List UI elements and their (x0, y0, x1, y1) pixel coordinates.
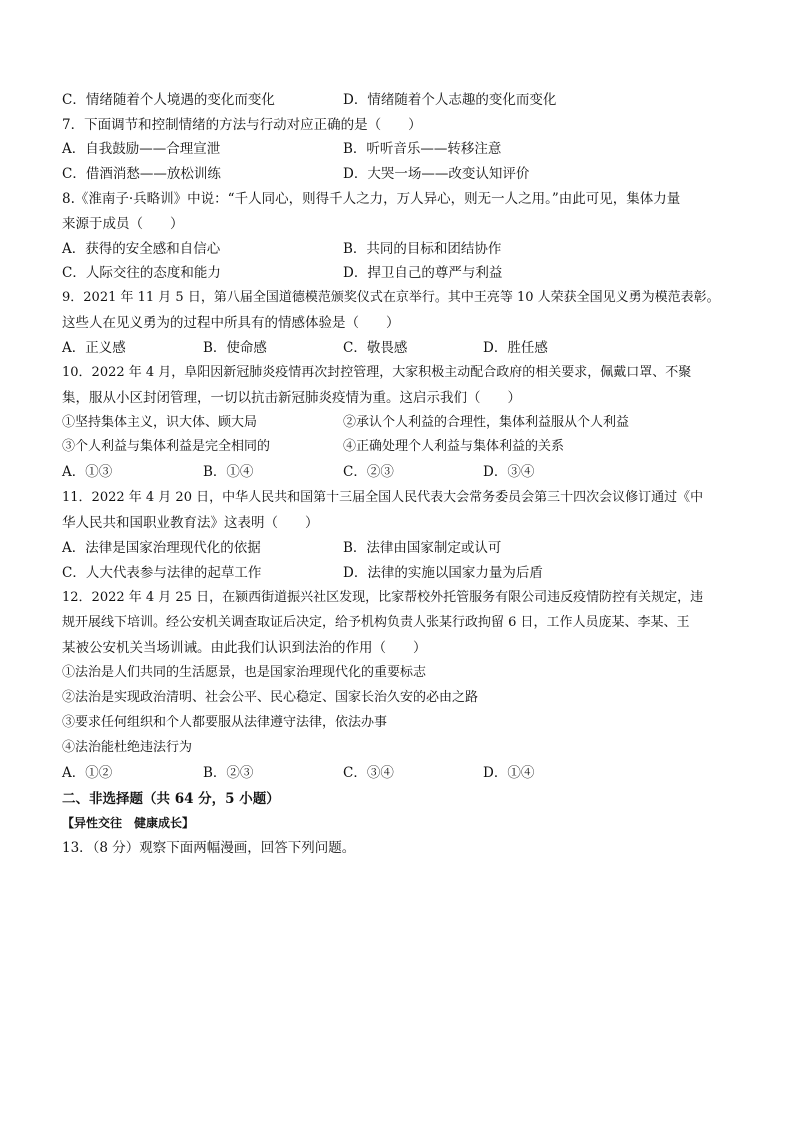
q9-stem-line1: 9．2021 年 11 月 5 日，第八届全国道德模范颁奖仪式在京举行。其中王亮等 10 人荣获全国见义勇为模范表彰。 (62, 290, 720, 305)
q12-option-a: A．①② (62, 765, 113, 781)
q9-option-d: D．胜任感 (483, 340, 548, 356)
q11-option-b: B．法律由国家制定或认可 (343, 540, 502, 556)
q8-option-b: B．共同的目标和团结协作 (343, 241, 502, 257)
q11-option-a: A．法律是国家治理现代化的依据 (62, 540, 261, 556)
q10-option-a: A．①③ (62, 464, 113, 480)
q8-option-d: D．捍卫自己的尊严与利益 (343, 265, 503, 281)
q8-stem-line1: 8.《淮南子·兵略训》中说：“千人同心，则得千人之力，万人异心，则无一人之用。”由此可见，集体力量 (62, 191, 681, 207)
q11-option-d: D．法律的实施以国家力量为后盾 (343, 565, 543, 581)
q7-stem: 7．下面调节和控制情绪的方法与行动对应正确的是（ ） (62, 117, 422, 133)
q7-option-d: D．大哭一场——改变认知评价 (343, 166, 530, 182)
q6-option-d: D．情绪随着个人志趣的变化而变化 (343, 92, 557, 108)
q7-option-c: C．借酒消愁——放松训练 (62, 166, 221, 182)
q9-option-c: C．敬畏感 (343, 340, 408, 356)
q10-statement-4: ④正确处理个人利益与集体利益的关系 (343, 439, 565, 454)
q10-statement-1: ①坚持集体主义，识大体、顾大局 (62, 415, 258, 430)
q12-option-b: B．②③ (203, 765, 254, 781)
q8-option-c: C．人际交往的态度和能力 (62, 265, 221, 281)
q10-statement-3: ③个人利益与集体利益是完全相同的 (62, 439, 271, 454)
q10-stem-line2: 集，服从小区封闭管理，一切以抗击新冠肺炎疫情为重。这启示我们（ ） (62, 390, 521, 406)
q12-stem-line1: 12．2022 年 4 月 25 日，在颍西街道振兴社区发现，比家帮校外托管服务有限公司违反疫情防控有关规定，违 (62, 590, 704, 605)
q11-stem-line2: 华人民共和国职业教育法》这表明（ ） (62, 515, 319, 531)
q10-option-d: D．③④ (483, 464, 535, 480)
q12-statement-1: ①法治是人们共同的生活愿景，也是国家治理现代化的重要标志 (62, 665, 427, 680)
q11-stem-line1: 11．2022 年 4 月 20 日，中华人民共和国第十三届全国人民代表大会常务委员会第三十四次会议修订通过《中 (62, 490, 704, 505)
q8-stem-line2: 来源于成员（ ） (62, 216, 184, 232)
q9-stem-line2: 这些人在见义勇为的过程中所具有的情感体验是（ ） (62, 315, 400, 331)
q6-option-c: C．情绪随着个人境遇的变化而变化 (62, 92, 275, 108)
q7-option-b: B．听听音乐——转移注意 (343, 141, 502, 157)
q9-option-a: A．正义感 (62, 340, 126, 356)
q12-option-c: C．③④ (343, 765, 394, 781)
q9-option-b: B．使命感 (203, 340, 267, 356)
section-heading-non-choice: 二、非选择题（共 64 分，5 小题） (62, 791, 280, 807)
q13-stem: 13．（8 分）观察下面两幅漫画，回答下列问题。 (62, 840, 356, 856)
q11-option-c: C．人大代表参与法律的起草工作 (62, 565, 262, 581)
q10-stem-line1: 10．2022 年 4 月，阜阳因新冠肺炎疫情再次封控管理，大家积极主动配合政府的相关要求，佩戴口罩、不聚 (62, 365, 692, 380)
q12-stem-line3: 某被公安机关当场训诫。由此我们认识到法治的作用（ ） (62, 640, 427, 656)
topic-tag: 【异性交往 健康成长】 (62, 816, 195, 830)
q12-option-d: D．①④ (483, 765, 535, 781)
q12-statement-2: ②法治是实现政治清明、社会公平、民心稳定、国家长治久安的必由之路 (62, 690, 479, 705)
q10-option-b: B．①④ (203, 464, 254, 480)
q12-statement-3: ③要求任何组织和个人都要服从法律遵守法律，依法办事 (62, 715, 388, 730)
q10-option-c: C．②③ (343, 464, 394, 480)
q8-option-a: A．获得的安全感和自信心 (62, 241, 221, 257)
q7-option-a: A．自我鼓励——合理宣泄 (62, 141, 221, 157)
q10-statement-2: ②承认个人利益的合理性，集体利益服从个人利益 (343, 415, 630, 430)
q12-statement-4: ④法治能杜绝违法行为 (62, 740, 193, 755)
q12-stem-line2: 规开展线下培训。经公安机关调查取证后决定，给予机构负责人张某行政拘留 6 日，工作人员庞某、李某、王 (62, 615, 690, 630)
